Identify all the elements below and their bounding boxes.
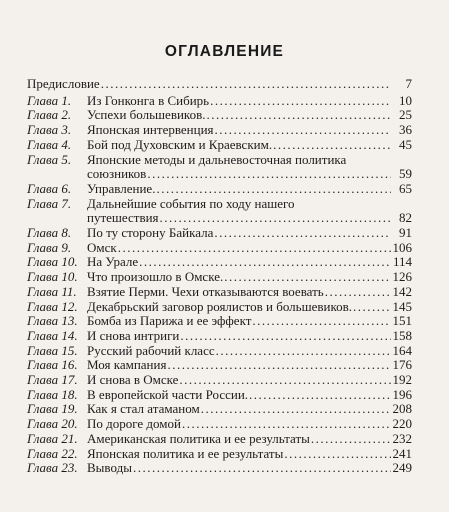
toc-page-number: 126 (392, 269, 412, 285)
toc-title: На Урале (87, 254, 139, 270)
toc-entry (27, 358, 412, 373)
toc-line (27, 329, 412, 344)
toc-entry (27, 123, 412, 138)
toc-page-number: 232 (392, 430, 412, 446)
toc-line (27, 123, 412, 138)
toc-entry (27, 197, 412, 226)
chapter-number: Глава 10. (27, 254, 78, 270)
dot-leader (182, 417, 391, 432)
chapter-number: Глава 23. (27, 460, 78, 476)
toc-title: Бомба из Парижа и ее эффект (87, 313, 252, 329)
dot-leader (249, 388, 391, 403)
chapter-number: Глава 20. (27, 416, 78, 432)
toc-entry (27, 94, 412, 109)
toc-entry (27, 182, 412, 197)
toc-chapter-list (27, 94, 412, 476)
toc-line (27, 388, 412, 403)
toc-entry (27, 417, 412, 432)
chapter-number: Глава 19. (27, 401, 78, 417)
toc-line (27, 167, 412, 182)
dot-leader (353, 300, 391, 315)
toc-page-number: 106 (392, 239, 412, 255)
toc-page-number: 241 (392, 445, 412, 461)
toc-title: Дальнейшие события по ходу нашего (87, 195, 295, 211)
toc-entry (27, 314, 412, 329)
chapter-number: Глава 2. (27, 107, 72, 123)
toc-title: Японская интервенция (87, 122, 214, 138)
toc-line (27, 211, 412, 226)
toc-title: Моя кампания (87, 357, 167, 373)
toc-entry (27, 255, 412, 270)
toc-title: По дороге домой (87, 416, 181, 432)
chapter-number: Глава 17. (27, 372, 78, 388)
toc-line (27, 241, 412, 256)
dot-leader (206, 108, 391, 123)
chapter-number: Глава 14. (27, 327, 78, 343)
toc-title: Что произошло в Омске. (87, 269, 224, 285)
toc-title: И снова в Омске (87, 372, 179, 388)
dot-leader (252, 314, 391, 329)
chapter-number: Глава 6. (27, 180, 72, 196)
toc-page-number: 196 (392, 386, 412, 402)
toc-page-number: 91 (399, 225, 412, 241)
toc-page-number: 45 (399, 136, 412, 152)
toc-title: союзников (87, 166, 147, 182)
toc-title: Японская политика и ее результаты (87, 445, 284, 461)
toc-page-number: 158 (392, 327, 412, 343)
toc-page-number: 65 (399, 180, 412, 196)
chapter-number: Глава 21. (27, 430, 78, 446)
toc-entry (27, 153, 412, 182)
toc-line (27, 270, 412, 285)
toc-page-number: 176 (392, 357, 412, 373)
toc-line (27, 344, 412, 359)
chapter-number: Глава 18. (27, 386, 78, 402)
dot-leader (147, 167, 391, 182)
toc-page-number: 145 (392, 298, 412, 314)
toc-entry (27, 461, 412, 476)
toc-entry (27, 241, 412, 256)
dot-leader (224, 270, 391, 285)
toc-line (27, 373, 412, 388)
toc-page-number: 25 (399, 107, 412, 123)
toc-entry (27, 432, 412, 447)
toc-title: Японские методы и дальневосточная политика (87, 151, 347, 167)
toc-line (27, 182, 412, 197)
toc-entry (27, 138, 412, 153)
dot-leader (180, 329, 391, 344)
toc-entry (27, 285, 412, 300)
dot-leader (179, 373, 391, 388)
toc-line (27, 300, 412, 315)
toc-page-number: 59 (399, 166, 412, 182)
dot-leader (311, 432, 391, 447)
toc-title: Бой под Духовским и Краевским. (87, 136, 273, 152)
chapter-number: Глава 7. (27, 195, 72, 211)
toc-title: Успехи большевиков. (87, 107, 206, 123)
toc-entry (27, 226, 412, 241)
toc-title: Выводы (87, 460, 132, 476)
dot-leader (133, 461, 391, 476)
dot-leader (101, 77, 391, 92)
toc-entry (27, 108, 412, 123)
toc-page-number: 192 (392, 372, 412, 388)
dot-leader (214, 226, 391, 241)
toc-entry (27, 329, 412, 344)
toc-entry (27, 373, 412, 388)
toc-title: Омск (87, 239, 117, 255)
toc-title: По ту сторону Байкала (87, 225, 214, 241)
toc-page-number: 208 (392, 401, 412, 417)
toc-title: Американская политика и ее результаты (87, 430, 310, 446)
toc-entry-preface (27, 77, 412, 92)
toc-line (27, 417, 412, 432)
toc-title: Из Гонконга в Сибирь (87, 92, 210, 108)
toc-title: Как я стал атаманом (87, 401, 200, 417)
toc-line (27, 138, 412, 153)
toc-line (27, 314, 412, 329)
toc-page-number: 36 (399, 122, 412, 138)
toc-entry (27, 270, 412, 285)
chapter-number: Глава 15. (27, 342, 78, 358)
toc-title: Предисловие (27, 76, 100, 91)
chapter-number: Глава 9. (27, 239, 72, 255)
toc-line (27, 77, 412, 92)
chapter-number: Глава 12. (27, 298, 78, 314)
toc-line (27, 432, 412, 447)
dot-leader (216, 344, 391, 359)
toc-line (27, 285, 412, 300)
toc-page-number: 151 (392, 313, 412, 329)
table-of-contents (27, 77, 412, 476)
toc-line (27, 255, 412, 270)
dot-leader (325, 285, 391, 300)
toc-line (27, 461, 412, 476)
chapter-number: Глава 22. (27, 445, 78, 461)
dot-leader (139, 255, 391, 270)
dot-leader (167, 358, 391, 373)
dot-leader (156, 182, 391, 197)
toc-page-number: 114 (392, 254, 412, 270)
toc-page-number: 10 (399, 92, 412, 108)
toc-title: Управление. (87, 180, 156, 196)
toc-entry (27, 344, 412, 359)
chapter-number: Глава 11. (27, 283, 77, 299)
toc-line (27, 197, 412, 212)
chapter-number: Глава 4. (27, 136, 72, 152)
toc-page-number: 164 (392, 342, 412, 358)
chapter-number: Глава 1. (27, 92, 72, 108)
toc-line (27, 447, 412, 462)
dot-leader (284, 447, 391, 462)
toc-title: В европейской части России. (87, 386, 249, 402)
toc-entry (27, 447, 412, 462)
chapter-number: Глава 8. (27, 225, 72, 241)
toc-line (27, 153, 412, 168)
chapter-number: Глава 3. (27, 122, 72, 138)
toc-line (27, 226, 412, 241)
toc-line (27, 358, 412, 373)
chapter-number: Глава 13. (27, 313, 78, 329)
toc-title: Декабрьский заговор роялистов и большевиков. (87, 298, 353, 314)
toc-line (27, 402, 412, 417)
toc-page-number: 249 (392, 460, 412, 476)
toc-title: путешествия (87, 210, 159, 226)
dot-leader (201, 402, 391, 417)
toc-entry (27, 388, 412, 403)
toc-line (27, 108, 412, 123)
chapter-number: Глава 16. (27, 357, 78, 373)
toc-title: Русский рабочий класс (87, 342, 215, 358)
toc-entry (27, 402, 412, 417)
dot-leader (215, 123, 391, 138)
toc-title: Взятие Перми. Чехи отказываются воевать (87, 283, 324, 299)
toc-entry (27, 300, 412, 315)
dot-leader (273, 138, 391, 153)
dot-leader (210, 94, 391, 109)
toc-page-number: 220 (392, 416, 412, 432)
toc-page-number: 142 (392, 283, 412, 299)
chapter-number: Глава 5. (27, 151, 72, 167)
dot-leader (118, 241, 391, 256)
chapter-number: Глава 10. (27, 269, 78, 285)
toc-line (27, 94, 412, 109)
toc-page-number: 7 (405, 76, 412, 91)
page-title: ОГЛАВЛЕНИЕ (164, 43, 285, 60)
toc-page-number: 82 (399, 210, 412, 226)
toc-title: И снова интриги (87, 327, 180, 343)
dot-leader (160, 211, 391, 226)
